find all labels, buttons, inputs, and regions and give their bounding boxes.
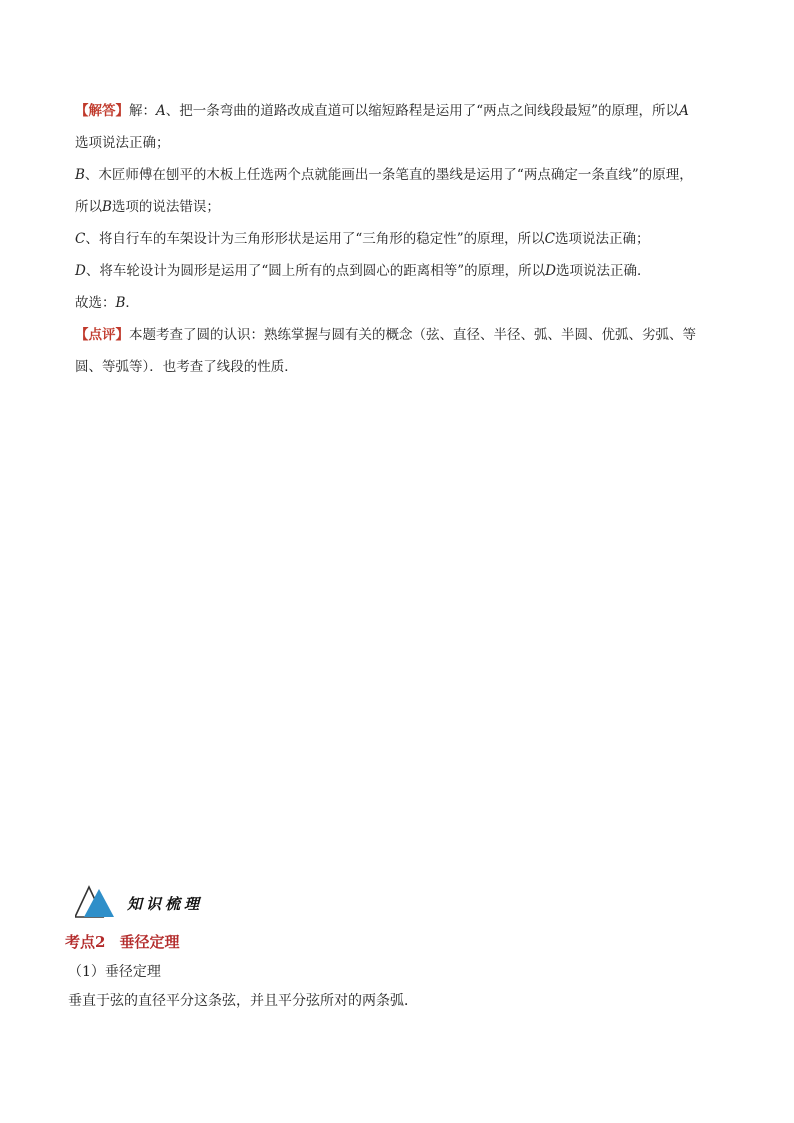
comment-line-1 — [75, 327, 725, 343]
answer-letter: B — [115, 295, 126, 311]
option-d-letter-ref: D — [545, 263, 556, 279]
triangles-icon — [75, 884, 119, 920]
comment-text-2: 圆、等弧等）．也考查了线段的性质． — [75, 359, 298, 375]
key-point-label: 考点2 — [65, 933, 106, 951]
option-c-text: 、将自行车的车架设计为三角形形状是运用了“三角形的稳定性”的原理，所以 — [85, 231, 545, 247]
solution-tag: 【解答】 — [75, 103, 129, 119]
option-b-letter-ref: B — [102, 199, 112, 215]
option-c-conclusion: 选项说法正确； — [555, 231, 650, 247]
theorem-statement: 垂直于弦的直径平分这条弦，并且平分弦所对的两条弧． — [68, 993, 418, 1009]
answer-pre: 故选： — [75, 295, 116, 311]
key-point-title: 垂径定理 — [119, 933, 180, 951]
solution-intro: 解： — [129, 103, 156, 119]
option-d-letter: D — [75, 263, 86, 279]
solution-line-1 — [75, 103, 725, 119]
option-a-letter-ref: A — [679, 103, 689, 119]
option-d-conclusion: 选项说法正确． — [555, 263, 651, 279]
subheading: （1）垂径定理 — [68, 964, 161, 980]
option-b-conclusion: 选项的说法错误； — [111, 199, 220, 215]
key-point-heading — [65, 931, 179, 952]
answer-post: ． — [125, 295, 139, 311]
option-c-letter: C — [75, 231, 86, 247]
comment-tag: 【点评】 — [75, 327, 129, 343]
comment-text-1: 本题考查了圆的认识：熟练掌握与圆有关的概念（弦、直径、半径、弧、半圆、优弧、劣弧、等 — [129, 327, 696, 343]
comment-line-2 — [75, 359, 725, 375]
section-banner — [75, 884, 275, 920]
solution-line-6 — [75, 263, 725, 279]
option-a-letter: A — [156, 103, 166, 119]
answer-line — [75, 295, 725, 311]
option-b-pre: 所以 — [75, 199, 102, 215]
option-b-text: 、木匠师傅在刨平的木板上任选两个点就能画出一条笔直的墨线是运用了“两点确定一条直线”的原理， — [84, 167, 693, 183]
option-a-conclusion: 选项说法正确； — [75, 135, 170, 151]
solution-line-4 — [75, 199, 725, 215]
banner-title: 知识梳理 — [127, 895, 204, 913]
solution-line-2 — [75, 135, 725, 151]
solution-line-3 — [75, 167, 725, 183]
option-c-letter-ref: C — [544, 231, 555, 247]
solution-line-5 — [75, 231, 725, 247]
option-d-text: 、将车轮设计为圆形是运用了“圆上所有的点到圆心的距离相等”的原理，所以 — [85, 263, 546, 279]
option-a-text: 、把一条弯曲的道路改成直道可以缩短路程是运用了“两点之间线段最短”的原理，所以 — [165, 103, 680, 119]
option-b-letter: B — [75, 167, 85, 183]
